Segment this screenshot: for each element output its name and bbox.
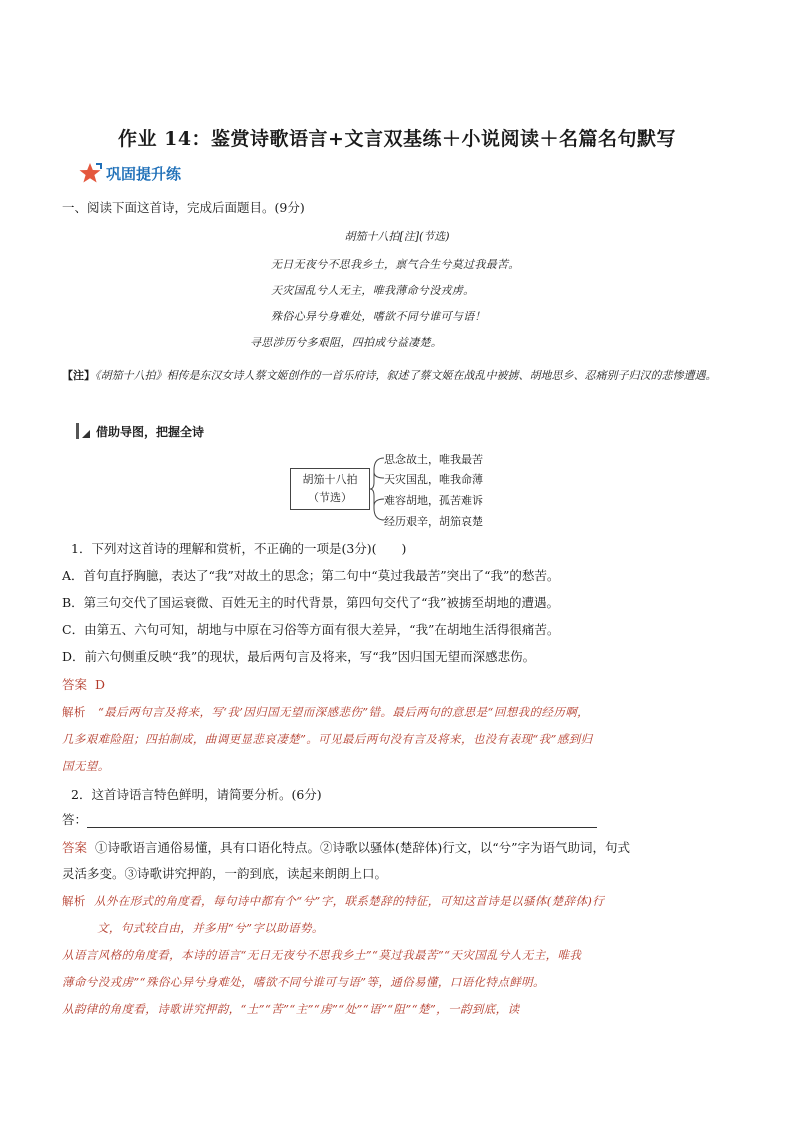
answer-line: 灵活多变。③诗歌讲究押韵，一韵到底，读起来朗朗上口。 — [62, 866, 388, 881]
poem-line: 天灾国乱兮人无主，唯我薄命兮没戎虏。 — [271, 284, 475, 297]
guide-bar-icon — [76, 423, 79, 439]
analysis-line: “最后两句言及将来，写‘我’因归国无望而深感悲伤”错。最后两句的意思是“回想我的经历啊， — [97, 705, 590, 719]
analysis-label: 解析 — [62, 705, 86, 719]
guide-heading-text: 借助导图，把握全诗 — [96, 424, 205, 439]
q1-option-b: B．第三句交代了国运衰微、百姓无主的时代背景，第四句交代了“我”被掳至胡地的遭遇。 — [62, 595, 559, 610]
q1-analysis — [62, 704, 589, 720]
analysis-line: 从韵律的角度看，诗歌讲究押韵，“土”“苦”“主”“虏”“处”“语”“阻”“楚”，一韵到底，读 — [62, 1002, 520, 1016]
q1-option-c: C．由第五、六句可知，胡地与中原在习俗等方面有很大差异，“我”在胡地生活得很痛苦。 — [62, 622, 560, 637]
note-text: 《胡笳十八拍》相传是东汉女诗人蔡文姬创作的一首乐府诗，叙述了蔡文姬在战乱中被掳、胡地思乡、忍痛别子归汉的悲惨遭遇。 — [95, 369, 717, 382]
poem-line: 殊俗心异兮身难处，嗜欲不同兮谁可与语！ — [271, 310, 486, 323]
poem-title: 胡笳十八拍[注](节选) — [344, 230, 450, 243]
section-label: 巩固提升练 — [106, 164, 182, 183]
mindmap-center — [290, 468, 370, 510]
q1-option-d: D．前六句侧重反映“我”的现状，最后两句言及将来，写“我”因归国无望而深感悲伤。 — [62, 649, 536, 664]
poem-line: 无日无夜兮不思我乡土，禀气合生兮莫过我最苦。 — [271, 258, 520, 271]
blank-label: 答： — [62, 812, 88, 827]
answer-line[interactable] — [87, 813, 597, 828]
question-heading: 一、阅读下面这首诗，完成后面题目。(9分) — [62, 200, 305, 215]
q1-answer — [62, 675, 105, 693]
mindmap-branch: 天灾国乱，唯我命薄 — [384, 473, 483, 486]
guide-heading — [76, 421, 376, 441]
mindmap-branch: 经历艰辛，胡笳哀楚 — [384, 515, 483, 528]
q2-answer-blank — [62, 810, 597, 828]
q2-answer — [62, 838, 630, 856]
note-label: 【注】 — [62, 369, 95, 382]
page-title: 作业 14：鉴赏诗歌语言+文言双基练＋小说阅读＋名篇名句默写 — [118, 128, 676, 150]
analysis-line: 从语言风格的角度看，本诗的语言“无日无夜兮不思我乡土”“莫过我最苦”“天灾国乱兮人无主，唯我 — [62, 948, 582, 962]
star-icon — [78, 162, 102, 184]
section-header — [78, 161, 181, 185]
analysis-line: 文，句式较自由，并多用“兮”字以助语势。 — [97, 921, 324, 935]
q1-stem: 1．下列对这首诗的理解和赏析，不正确的一项是(3分)( ) — [71, 541, 407, 556]
analysis-line: 几多艰难险阻；四拍制成，曲调更显悲哀凄楚”。可见最后两句没有言及将来，也没有表现“我”感到归 — [62, 732, 593, 746]
mindmap-center-line2: （节选） — [308, 491, 352, 504]
answer-label: 答案 — [62, 677, 88, 692]
triangle-icon — [82, 430, 90, 438]
q2-stem: 2．这首诗语言特色鲜明，请简要分析。(6分) — [71, 787, 322, 802]
mindmap-center-line1: 胡笳十八拍 — [302, 473, 358, 486]
analysis-line: 国无望。 — [62, 759, 110, 773]
poem-note — [62, 362, 740, 390]
answer-label: 答案 — [62, 840, 88, 855]
answer-line: ①诗歌语言通俗易懂，具有口语化特点。②诗歌以骚体(楚辞体)行文，以“兮”字为语气助词，句式 — [94, 840, 631, 855]
q2-analysis — [62, 893, 604, 909]
poem-line: 寻思涉历兮多艰阻，四拍成兮益凄楚。 — [250, 336, 443, 349]
answer-value: D — [94, 677, 105, 692]
q1-option-a: A．首句直抒胸臆，表达了“我”对故土的思念；第二句中“莫过我最苦”突出了“我”的愁苦。 — [62, 568, 560, 583]
mindmap-branch: 思念故土，唯我最苦 — [384, 453, 483, 466]
mindmap-branch: 难容胡地，孤苦难诉 — [384, 494, 483, 507]
analysis-line: 薄命兮没戎虏”“殊俗心异兮身难处，嗜欲不同兮谁可与语”等，通俗易懂，口语化特点鲜明。 — [62, 975, 545, 989]
analysis-line: 从外在形式的角度看，每句诗中都有个“兮”字，联系楚辞的特征，可知这首诗是以骚体(楚辞体)行 — [93, 894, 605, 908]
analysis-label: 解析 — [62, 894, 86, 908]
